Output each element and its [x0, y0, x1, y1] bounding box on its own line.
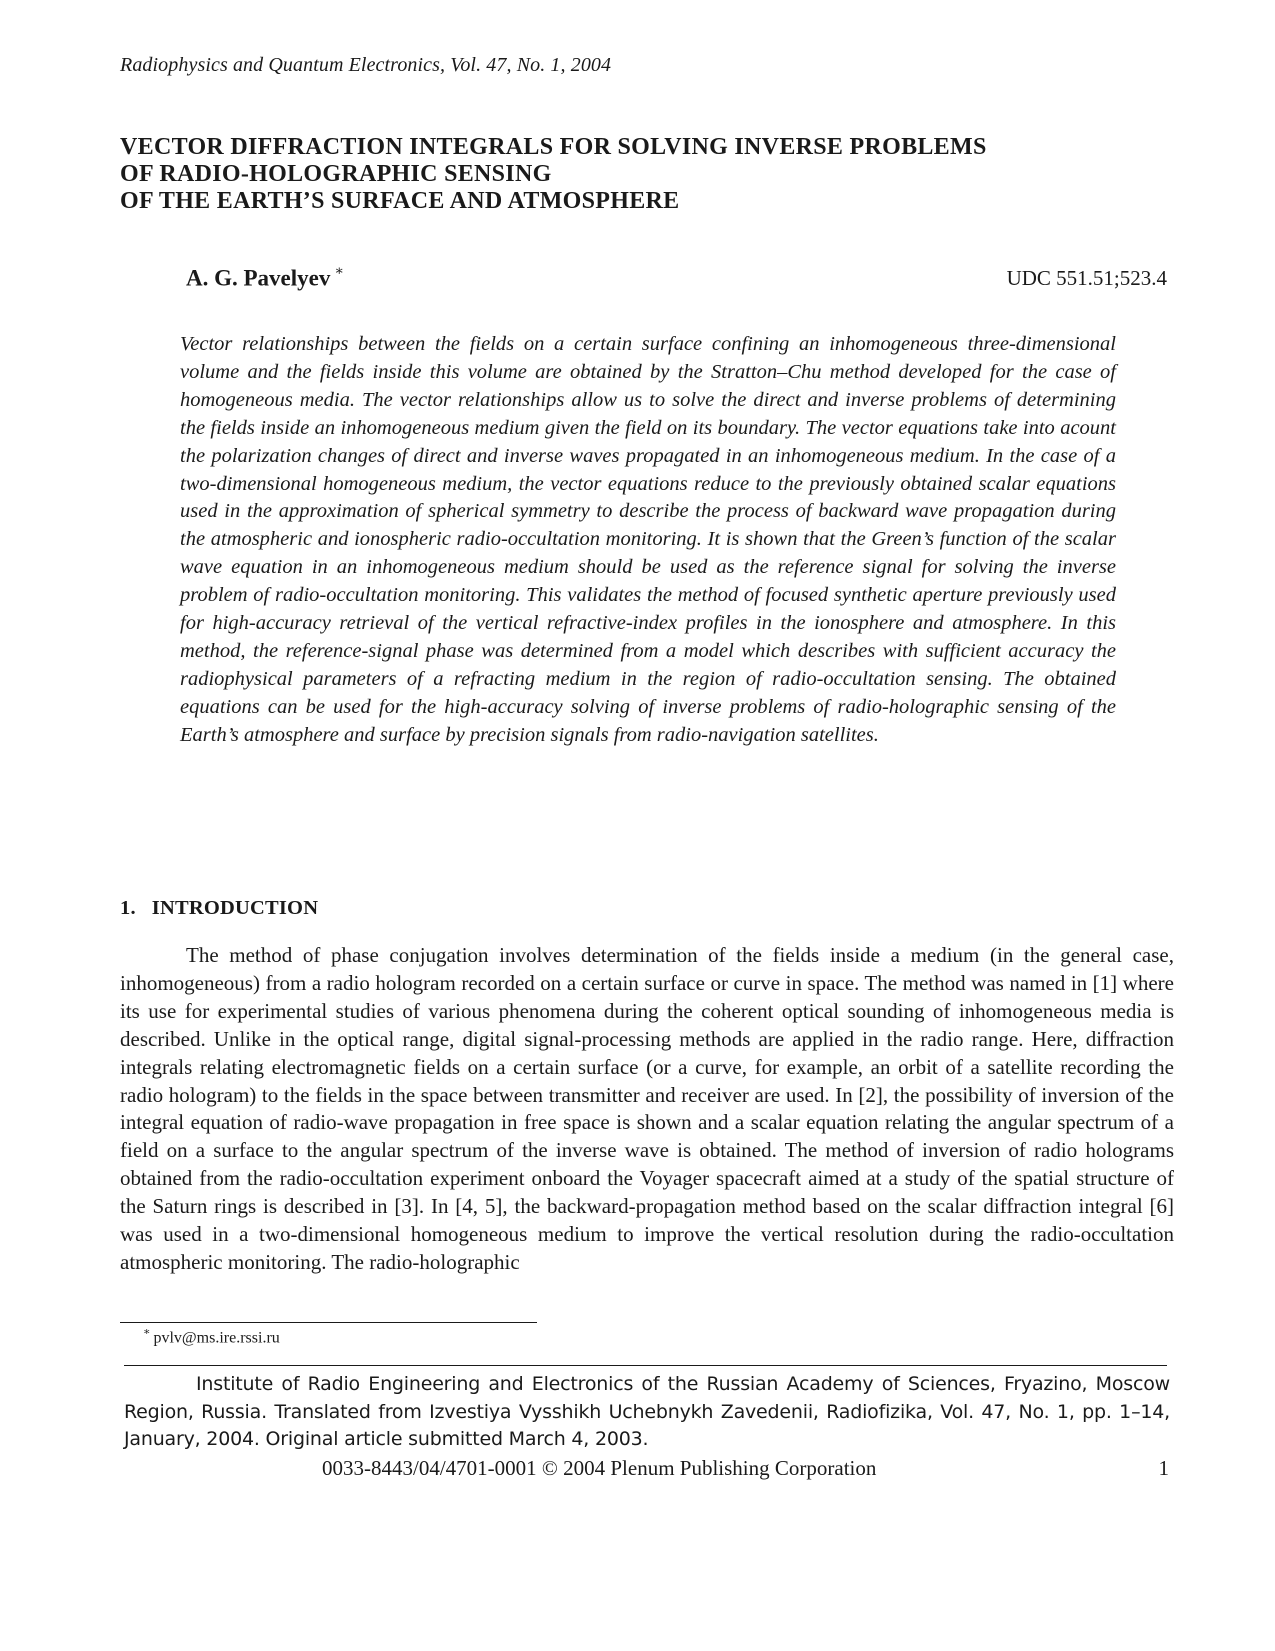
footnote-mark: ∗	[143, 1326, 151, 1338]
title-line: VECTOR DIFFRACTION INTEGRALS FOR SOLVING INVERSE PROBLEMS	[120, 134, 987, 160]
author-footnote-mark: ∗	[334, 264, 344, 279]
publication-info: Institute of Radio Engineering and Electronics of the Russian Academy of Sciences, Fryazino, Moscow Region, Russia. Translated from Izvestiya Vysshikh Uchebnykh Zavedenii, Radiofizika, Vol. 47, No. 1, pp. 1–14, January, 2004. Original article submitted March 4, 2003.	[124, 1373, 1170, 1450]
introduction-paragraph: The method of phase conjugation involves determination of the fields inside a medium (in the general case, inhomogeneous) from a radio hologram recorded on a certain surface or curve in space. The method was named in [1] where its use for experimental studies of various phenomena during the coherent optical sounding of inhomogeneous media is described. Unlike in the optical range, digital signal-processing methods are applied in the radio range. Here, diffraction integrals relating electromagnetic fields on a certain surface (or a curve, for example, an orbit of a satellite recording the radio hologram) to the fields in the space between transmitter and receiver are used. In [2], the possibility of inversion of the integral equation of radio-wave propagation in free space is shown and a scalar equation relating the angular spectrum of a field on a surface to the angular spectrum of the inverse wave is obtained. The method of inversion of radio holograms obtained from the radio-occultation experiment onboard the Voyager spacecraft aimed at a study of the spatial structure of the Saturn rings is described in [3]. In [4, 5], the backward-propagation method based on the scalar diffraction integral [6] was used in a two-dimensional homogeneous medium to improve the vertical resolution during the radio-occultation atmospheric monitoring. The radio-holographic	[120, 943, 1174, 1274]
page-number: 1	[1158, 1456, 1169, 1480]
author	[186, 265, 344, 292]
paper-title	[120, 134, 1180, 215]
footnote-divider	[120, 1322, 537, 1323]
section-heading	[120, 897, 318, 920]
author-email: pvlv@ms.ire.rssi.ru	[153, 1329, 280, 1347]
author-name: A. G. Pavelyev	[186, 265, 331, 291]
copyright-line: 0033-8443/04/4701-0001 © 2004 Plenum Publishing Corporation	[322, 1456, 877, 1480]
journal-header: Radiophysics and Quantum Electronics, Vol. 47, No. 1, 2004	[120, 54, 612, 76]
abstract: Vector relationships between the fields on a certain surface confining an inhomogeneous three-dimensional volume and the fields inside this volume are obtained by the Stratton–Chu method developed for the case of homogeneous media. The vector relationships allow us to solve the direct and inverse problems of determining the fields inside an inhomogeneous medium given the field on its boundary. The vector equations take into acount the polarization changes of direct and inverse waves propagated in an inhomogeneous medium. In the case of a two-dimensional homogeneous medium, the vector equations reduce to the previously obtained scalar equations used in the approximation of spherical symmetry to describe the process of backward wave propagation during the atmospheric and ionospheric radio-occultation monitoring. It is shown that the Green’s function of the scalar wave equation in an inhomogeneous medium should be used as the reference signal for solving the inverse problem of radio-occultation monitoring. This validates the method of focused synthetic aperture previously used for high-accuracy retrieval of the vertical refractive-index profiles in the ionosphere and atmosphere. In this method, the reference-signal phase was determined from a model which describes with sufficient accuracy the radiophysical parameters of a refracting medium in the region of radio-occultation sensing. The obtained equations can be used for the high-accuracy solving of inverse problems of radio-holographic sensing of the Earth’s atmosphere and surface by precision signals from radio-navigation satellites.	[180, 333, 1116, 746]
footnote	[143, 1326, 280, 1347]
title-line: OF THE EARTH’S SURFACE AND ATMOSPHERE	[120, 188, 680, 214]
title-line: OF RADIO-HOLOGRAPHIC SENSING	[120, 161, 552, 187]
udc-code: UDC 551.51;523.4	[1006, 266, 1167, 290]
section-title: INTRODUCTION	[151, 897, 319, 919]
section-number: 1.	[120, 897, 136, 919]
publication-info-divider	[124, 1365, 1167, 1366]
